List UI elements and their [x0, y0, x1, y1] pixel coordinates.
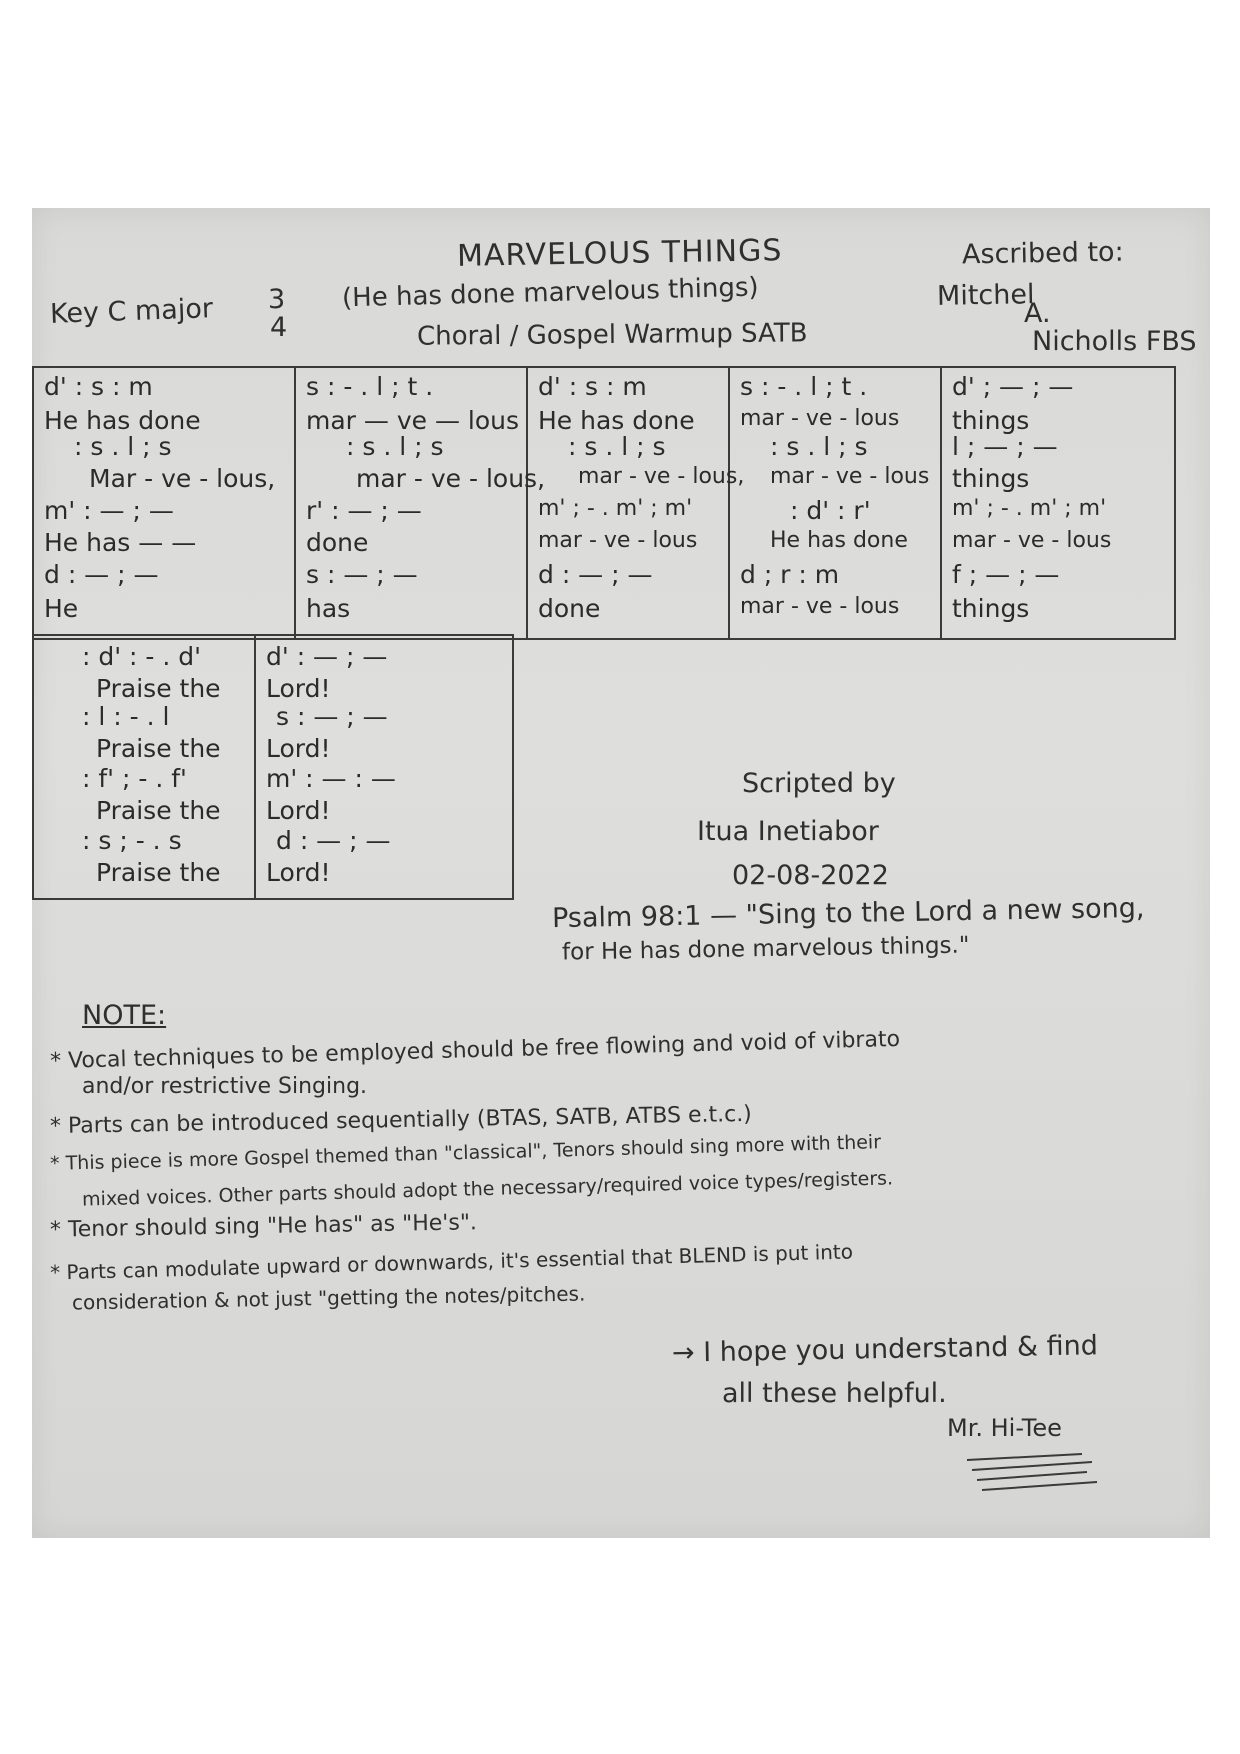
- time-signature-top: 3: [268, 284, 286, 315]
- page-subtitle: (He has done marvelous things): [341, 272, 759, 314]
- score-line: : d' : - . d': [82, 642, 202, 671]
- ascribed-name-first: Mitchel: [936, 279, 1035, 312]
- score-line: things: [952, 406, 1030, 435]
- score-line: Praise the: [96, 858, 221, 887]
- score-line: s : — ; —: [306, 560, 418, 589]
- time-signature-bottom: 4: [270, 312, 288, 343]
- score-grid-row2: [32, 634, 514, 900]
- measure-6: [34, 636, 256, 898]
- score-line: Praise the: [96, 796, 221, 825]
- notes-heading: NOTE:: [82, 1000, 167, 1031]
- note-line: * Parts can be introduced sequentially (BTAS, SATB, ATBS e.t.c.): [49, 1101, 753, 1140]
- measure-1: [34, 368, 296, 638]
- score-line: : s . l ; s: [770, 432, 868, 461]
- score-grid-row1: [32, 366, 1176, 640]
- measure-3: [528, 368, 745, 638]
- ascribed-name-last: Nicholls FBS: [1032, 326, 1197, 357]
- score-line: done: [538, 594, 601, 623]
- signature-scribble: [962, 1450, 1102, 1500]
- score-line: things: [952, 464, 1030, 493]
- score-line: mar — ve — lous: [306, 406, 520, 435]
- note-line: consideration & not just "getting the notes/pitches.: [71, 1281, 586, 1315]
- score-line: mar - ve - lous: [538, 528, 698, 553]
- score-line: s : — ; —: [276, 702, 388, 731]
- key-label: Key C major: [49, 293, 214, 330]
- score-line: d' : s : m: [538, 372, 647, 401]
- scripted-by-label: Scripted by: [742, 768, 896, 799]
- score-line: Praise the: [96, 734, 221, 763]
- score-line: l ; — ; —: [952, 432, 1058, 461]
- score-line: Mar - ve - lous,: [89, 464, 276, 493]
- note-line: and/or restrictive Singing.: [82, 1074, 368, 1099]
- measure-4: [730, 368, 942, 638]
- score-line: s : - . l ; t .: [740, 372, 868, 401]
- score-line: He: [44, 594, 79, 623]
- psalm-quote-line2: for He has done marvelous things.": [561, 932, 970, 966]
- score-line: : s . l ; s: [74, 432, 172, 461]
- closing-line2: all these helpful.: [722, 1378, 947, 1409]
- score-line: d : — ; —: [44, 560, 159, 589]
- note-line: mixed voices. Other parts should adopt the necessary/required voice types/registers.: [81, 1167, 894, 1211]
- score-line: Lord!: [266, 734, 331, 763]
- score-line: mar - ve - lous: [770, 464, 930, 489]
- note-line: * Vocal techniques to be employed should be free flowing and void of vibrato: [49, 1026, 901, 1075]
- note-line: * Tenor should sing "He has" as "He's".: [49, 1210, 478, 1243]
- score-line: m' : — : —: [266, 764, 396, 793]
- note-line: * Parts can modulate upward or downwards, it's essential that BLEND is put into: [49, 1239, 854, 1285]
- score-line: : d' : r': [790, 496, 871, 525]
- score-line: mar - ve - lous: [740, 406, 900, 431]
- scripted-by-name: Itua Inetiabor: [697, 816, 879, 847]
- closing-line1: → I hope you understand & find: [671, 1330, 1099, 1369]
- psalm-quote-line1: Psalm 98:1 — "Sing to the Lord a new song,: [551, 892, 1145, 935]
- score-line: f ; — ; —: [952, 560, 1060, 589]
- score-line: Lord!: [266, 858, 331, 887]
- score-line: mar - ve - lous: [740, 594, 900, 619]
- score-line: : s . l ; s: [346, 432, 444, 461]
- score-line: : s ; - . s: [82, 826, 182, 855]
- score-line: He has — —: [44, 528, 197, 557]
- page-title: MARVELOUS THINGS: [456, 233, 783, 274]
- score-line: things: [952, 594, 1030, 623]
- ascribed-name-initial: A.: [1024, 298, 1051, 329]
- score-line: d' : — ; —: [266, 642, 388, 671]
- score-line: He has done: [538, 406, 695, 435]
- measure-5: [942, 368, 1172, 638]
- score-line: : f' ; - . f': [82, 764, 187, 793]
- score-line: He has done: [44, 406, 201, 435]
- score-line: m' ; - . m' ; m': [538, 496, 693, 521]
- score-line: s : - . l ; t .: [306, 372, 434, 401]
- score-line: Lord!: [266, 796, 331, 825]
- score-line: r' : — ; —: [306, 496, 422, 525]
- measure-7: [256, 636, 510, 898]
- score-line: mar - ve - lous,: [578, 464, 745, 489]
- score-line: d' : s : m: [44, 372, 153, 401]
- score-line: m' : — ; —: [44, 496, 174, 525]
- score-line: Lord!: [266, 674, 331, 703]
- score-line: has: [306, 594, 351, 623]
- score-line: done: [306, 528, 369, 557]
- measure-2: [296, 368, 546, 638]
- note-line: * This piece is more Gospel themed than "classical", Tenors should sing more with their: [49, 1131, 882, 1175]
- scripted-date: 02-08-2022: [732, 860, 889, 891]
- genre-label: Choral / Gospel Warmup SATB: [416, 318, 808, 352]
- score-line: : s . l ; s: [568, 432, 666, 461]
- score-line: d : — ; —: [538, 560, 653, 589]
- score-line: d ; r : m: [740, 560, 840, 589]
- paper-sheet: [32, 208, 1210, 1538]
- score-line: m' ; - . m' ; m': [952, 496, 1107, 521]
- score-line: : l : - . l: [82, 702, 170, 731]
- score-line: d : — ; —: [276, 826, 391, 855]
- score-line: d' ; — ; —: [952, 372, 1074, 401]
- signature-name: Mr. Hi-Tee: [947, 1414, 1062, 1442]
- ascribed-label: Ascribed to:: [961, 236, 1124, 271]
- score-line: Praise the: [96, 674, 221, 703]
- score-line: mar - ve - lous: [952, 528, 1112, 553]
- score-line: He has done: [770, 528, 908, 553]
- score-line: mar - ve - lous,: [356, 464, 546, 493]
